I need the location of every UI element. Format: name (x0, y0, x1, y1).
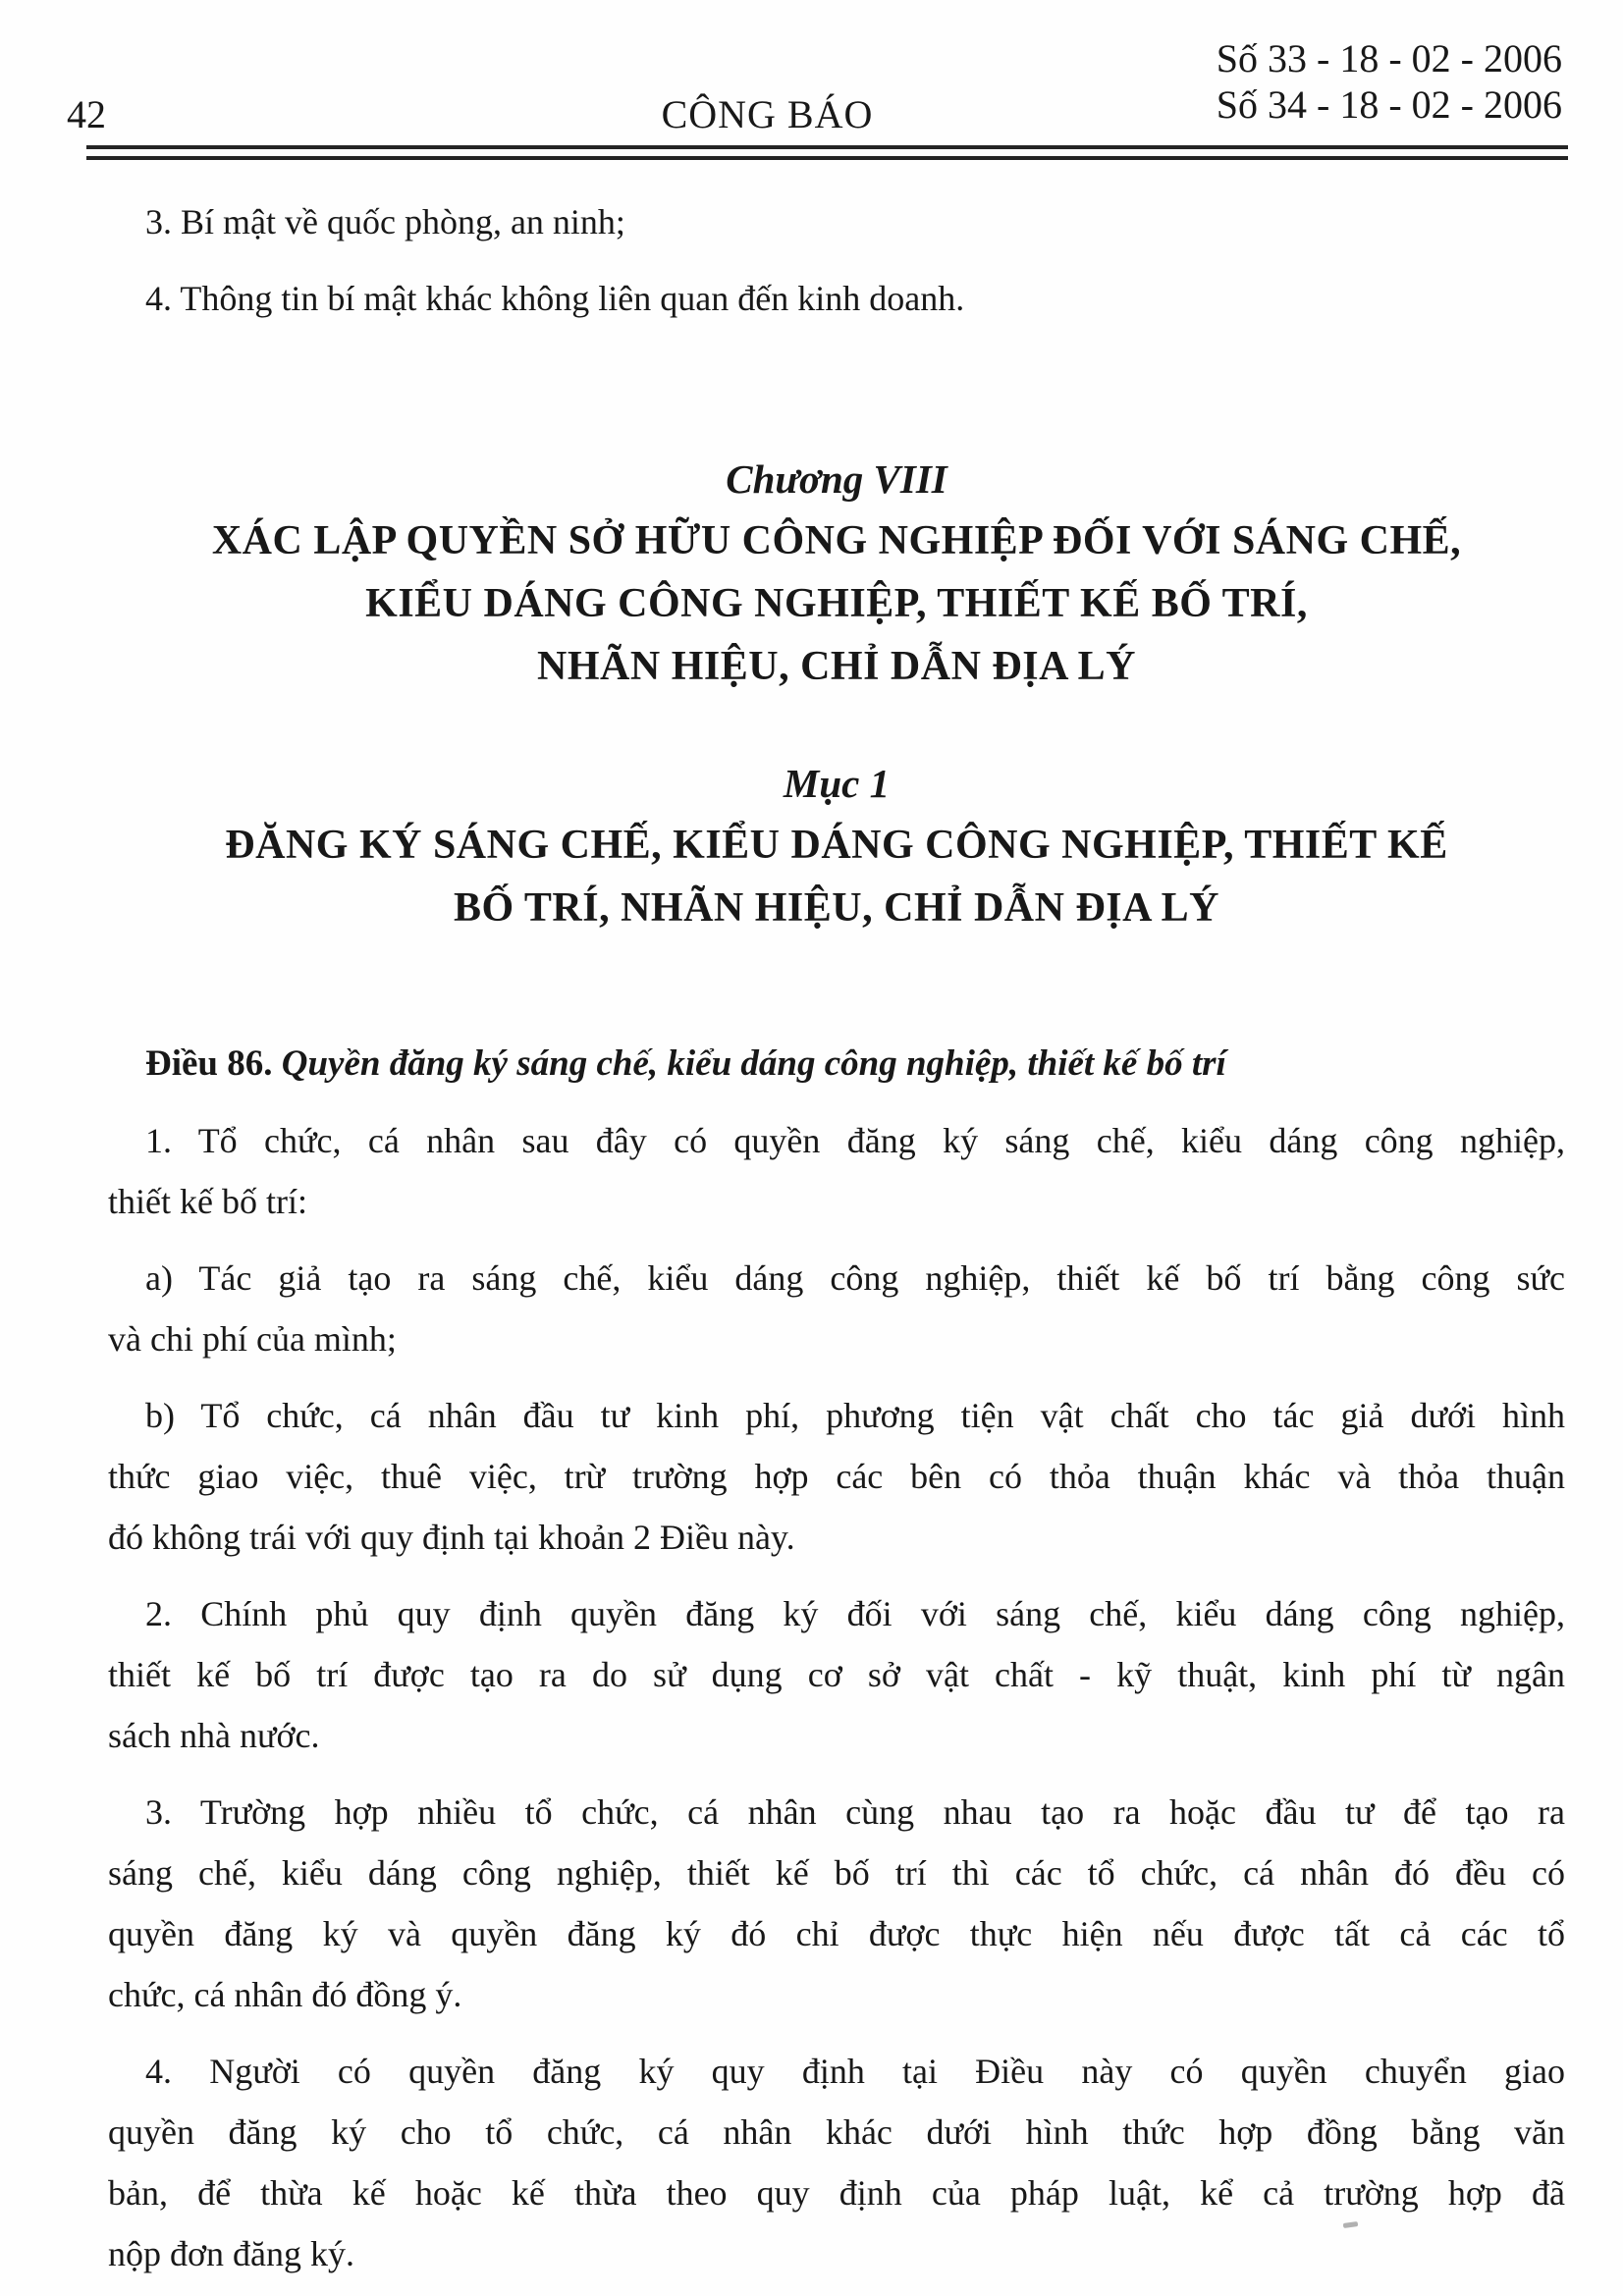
text-line: 4. Thông tin bí mật khác không liên quan đến kinh doanh. (145, 279, 965, 318)
section-label: Mục 1 (783, 761, 891, 806)
article-clause-3 (108, 1782, 1565, 2025)
section-heading (108, 753, 1565, 939)
article-clause-1b (108, 1385, 1565, 1568)
text-line: 2. Chính phủ quy định quyền đăng ký đối với sáng chế, kiểu dáng công nghiệp, (145, 1594, 1565, 1633)
chapter-title (108, 509, 1565, 698)
article-number: Điều 86. (145, 1043, 273, 1084)
page-header (0, 0, 1623, 160)
issue-line-1: Số 33 - 18 - 02 - 2006 (1216, 36, 1562, 80)
article-title: Quyền đăng ký sáng chế, kiểu dáng công nghiệp, thiết kế bố trí (281, 1043, 1226, 1084)
chapter-title-line: XÁC LẬP QUYỀN SỞ HỮU CÔNG NGHIỆP ĐỐI VỚI SÁNG CHẾ, (211, 518, 1462, 563)
text-line: a) Tác giả tạo ra sáng chế, kiểu dáng công nghiệp, thiết kế bố trí bằng công sức (145, 1258, 1565, 1298)
text-line: bản, để thừa kế hoặc kế thừa theo quy định của pháp luật, kể cả trường hợp đã (108, 2173, 1565, 2213)
issue-line-2: Số 34 - 18 - 02 - 2006 (1216, 82, 1562, 127)
article-heading (108, 1034, 1565, 1095)
text-line: quyền đăng ký cho tổ chức, cá nhân khác dưới hình thức hợp đồng bằng văn (108, 2112, 1565, 2152)
chapter-title-line: KIỂU DÁNG CÔNG NGHIỆP, THIẾT KẾ BỐ TRÍ, (365, 581, 1308, 626)
text-line: 3. Trường hợp nhiều tổ chức, cá nhân cùng nhau tạo ra hoặc đầu tư để tạo ra (145, 1792, 1565, 1832)
clause-secret-3 (108, 191, 1565, 252)
issue-numbers (1217, 35, 1562, 128)
text-line: 1. Tổ chức, cá nhân sau đây có quyền đăng ký sáng chế, kiểu dáng công nghiệp, (145, 1121, 1565, 1160)
article-clause-4 (108, 2041, 1565, 2284)
text-line: chức, cá nhân đó đồng ý. (108, 1975, 462, 2014)
clause-secret-4 (108, 268, 1565, 329)
page-number: 42 (67, 92, 106, 136)
section-title (108, 814, 1565, 939)
text-line: 4. Người có quyền đăng ký quy định tại Điều này có quyền chuyển giao (145, 2052, 1565, 2091)
section-title-line: ĐĂNG KÝ SÁNG CHẾ, KIỂU DÁNG CÔNG NGHIỆP, THIẾT KẾ (225, 823, 1448, 868)
article-clause-1 (108, 1110, 1565, 1232)
chapter-heading (108, 449, 1565, 698)
text-line: sách nhà nước. (108, 1716, 320, 1755)
text-line: quyền đăng ký và quyền đăng ký đó chỉ được thực hiện nếu được tất cả các tổ (108, 1914, 1565, 1953)
document-body (108, 191, 1565, 2284)
text-line: b) Tổ chức, cá nhân đầu tư kinh phí, phương tiện vật chất cho tác giả dưới hình (145, 1396, 1565, 1435)
text-line: và chi phí của mình; (108, 1319, 397, 1359)
text-line: thiết kế bố trí: (108, 1182, 307, 1221)
masthead-title: CÔNG BÁO (661, 92, 874, 136)
article-clause-2 (108, 1583, 1565, 1766)
header-divider (86, 145, 1568, 160)
text-line: đó không trái với quy định tại khoản 2 Điều này. (108, 1518, 795, 1557)
text-line: nộp đơn đăng ký. (108, 2234, 355, 2273)
text-line: thức giao việc, thuê việc, trừ trường hợp các bên có thỏa thuận khác và thỏa thuận (108, 1457, 1565, 1496)
text-line: 3. Bí mật về quốc phòng, an ninh; (145, 202, 625, 241)
article-clause-1a (108, 1248, 1565, 1369)
text-line: thiết kế bố trí được tạo ra do sử dụng cơ sở vật chất - kỹ thuật, kinh phí từ ngân (108, 1655, 1565, 1694)
chapter-label: Chương VIII (726, 456, 947, 502)
text-line: sáng chế, kiểu dáng công nghiệp, thiết kế bố trí thì các tổ chức, cá nhân đó đều có (108, 1853, 1565, 1893)
section-title-line: BỐ TRÍ, NHÃN HIỆU, CHỈ DẪN ĐỊA LÝ (453, 885, 1219, 931)
chapter-title-line: NHÃN HIỆU, CHỈ DẪN ĐỊA LÝ (537, 644, 1136, 689)
